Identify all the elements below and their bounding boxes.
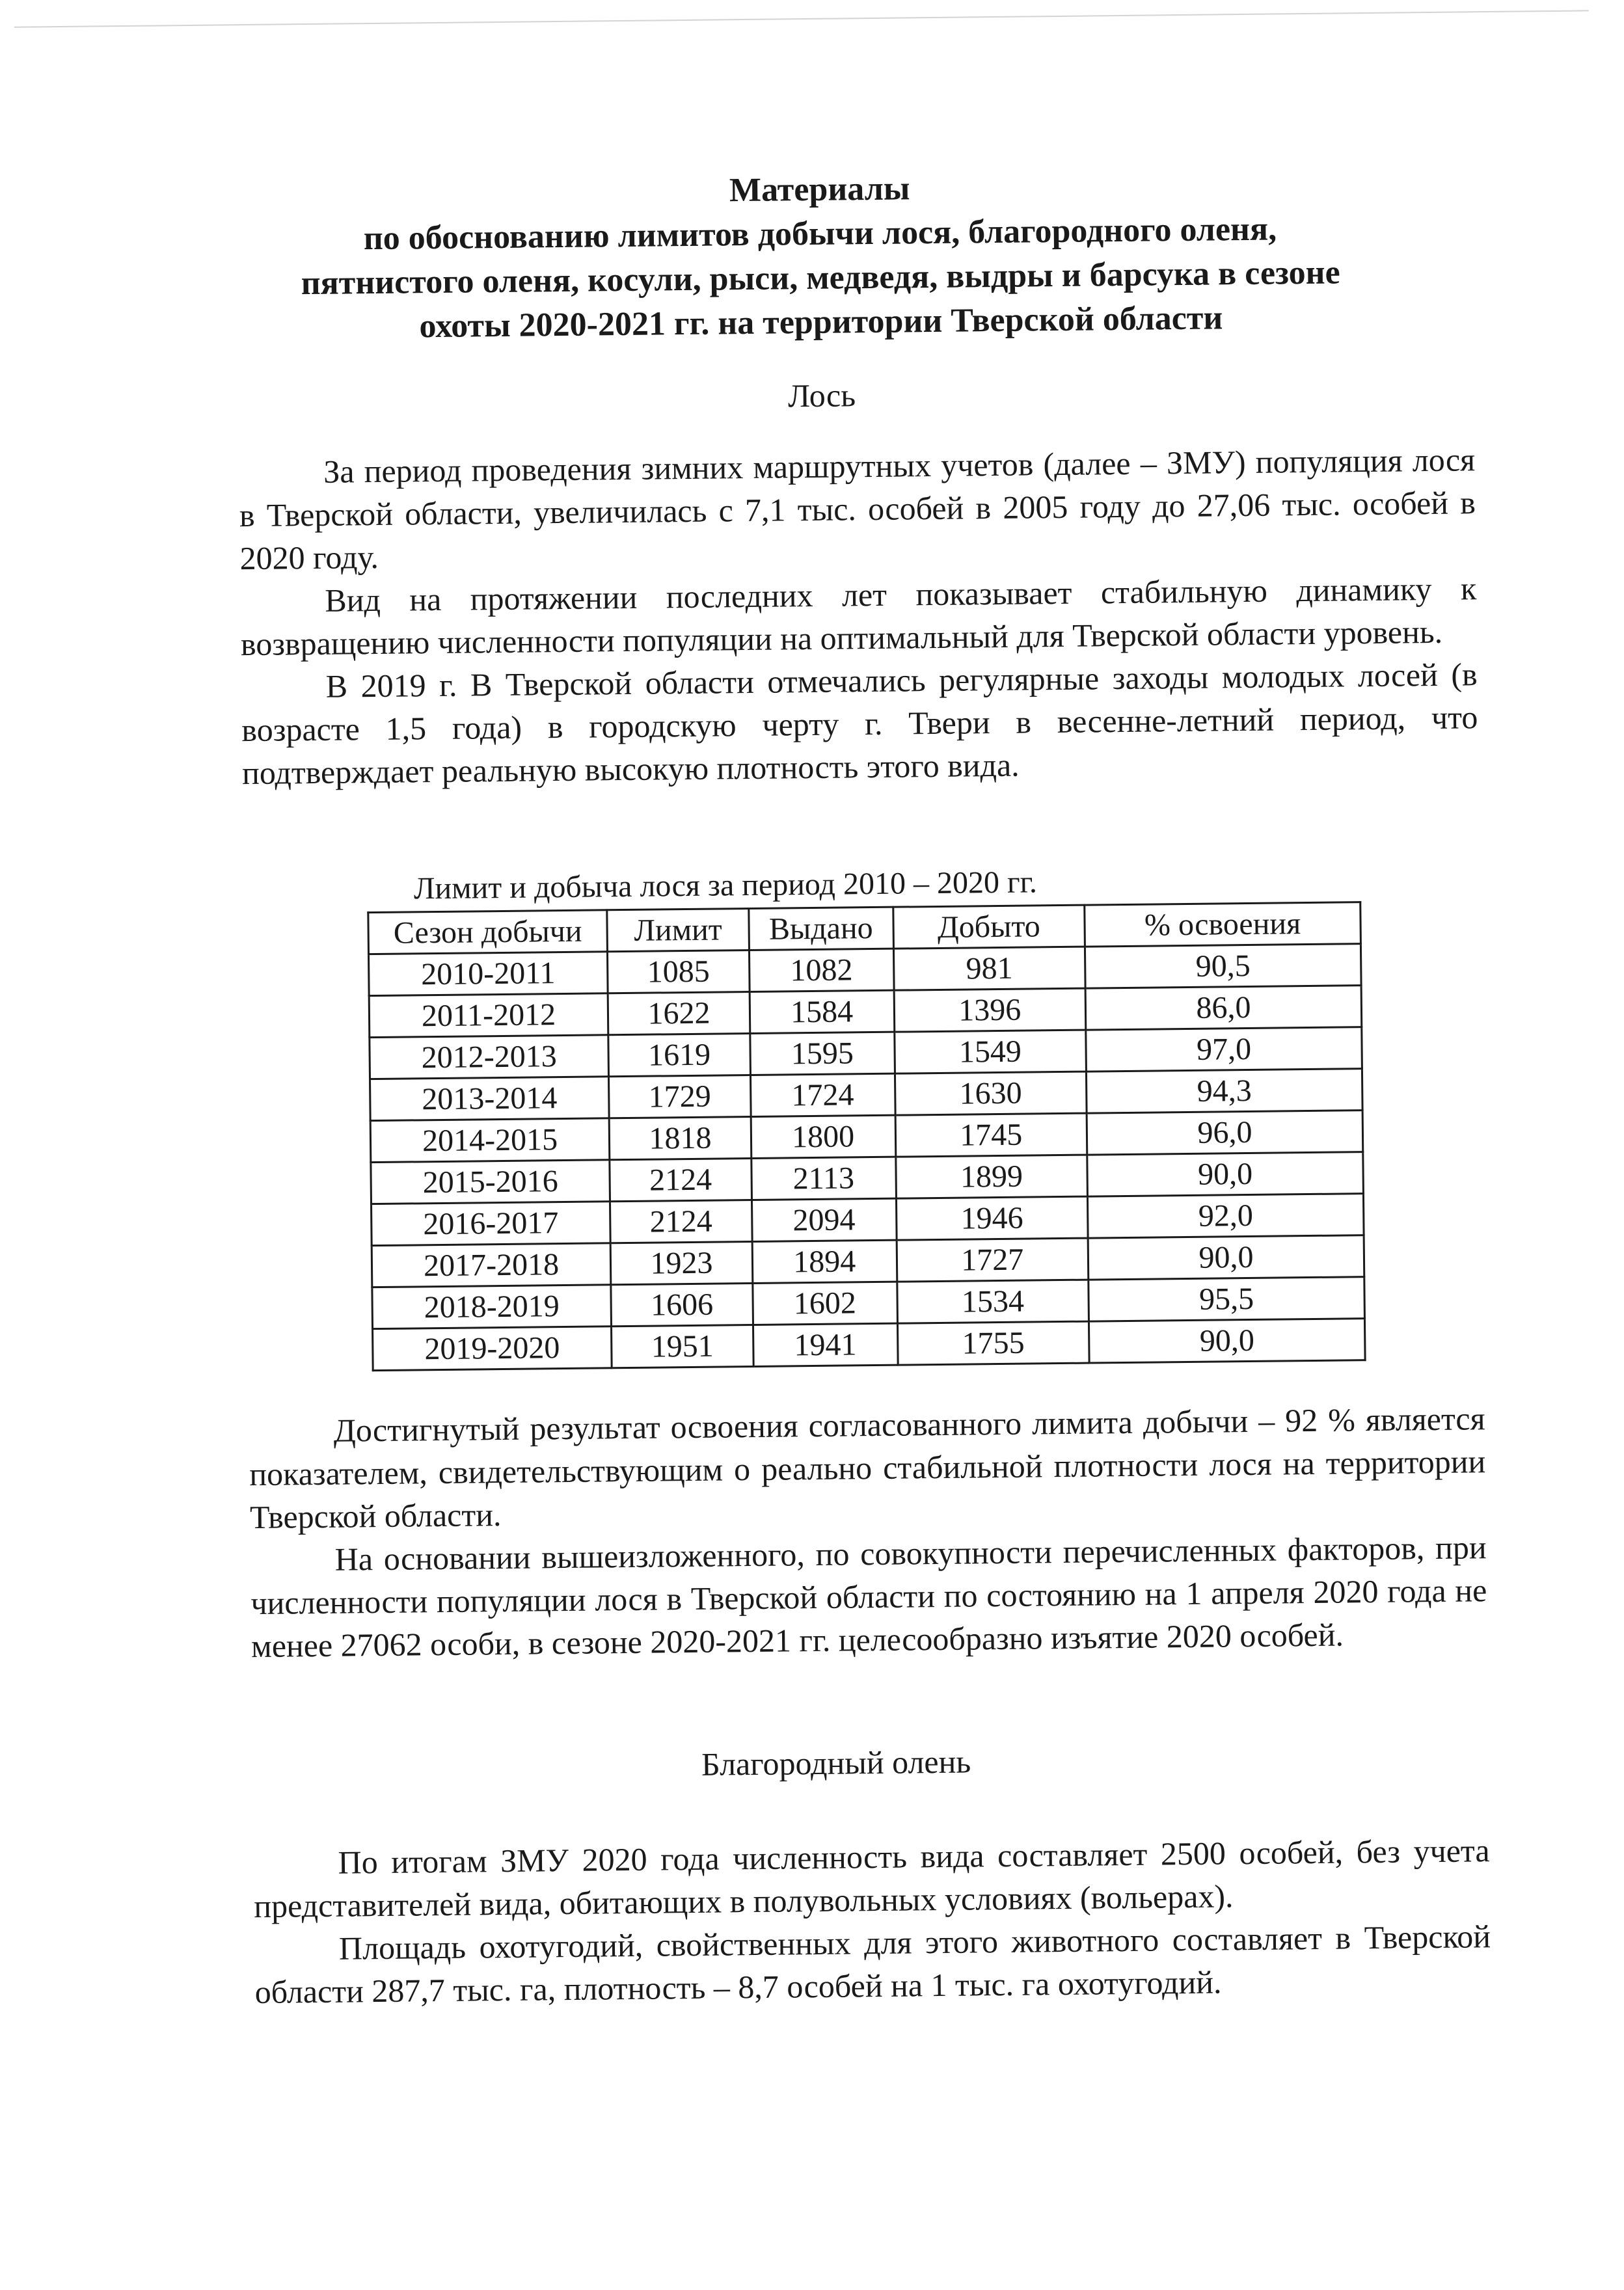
cell-issued: 2094 [751, 1198, 896, 1241]
section-heading-red-deer: Благородный олень [701, 1743, 971, 1783]
cell-harvested: 981 [893, 947, 1085, 990]
cell-season: 2019-2020 [373, 1327, 612, 1371]
cell-harvested: 1946 [896, 1196, 1088, 1240]
cell-issued: 2113 [751, 1157, 896, 1200]
title-line-4: охоты 2020-2021 гг. на территории Тверской области [419, 299, 1223, 345]
cell-issued: 1894 [752, 1240, 897, 1283]
paragraph: Вид на протяжении последних лет показывает стабильную динамику к возвращению численности популяции на оптимальный для Тверской области уровень. [240, 570, 1477, 663]
cell-season: 2013-2014 [370, 1077, 610, 1121]
cell-harvested: 1755 [897, 1321, 1089, 1365]
paragraph: За период проведения зимних маршрутных учетов (далее – ЗМУ) популяция лося в Тверской области, увеличилась с 7,1 тыс. особей в 2005 году до 27,06 тыс. особей в 2020 году. [239, 441, 1476, 577]
cell-percent: 97,0 [1086, 1027, 1362, 1071]
cell-season: 2012-2013 [370, 1035, 609, 1079]
cell-harvested: 1534 [897, 1280, 1089, 1323]
header-percent: % освоения [1085, 902, 1361, 947]
cell-harvested: 1727 [897, 1238, 1089, 1282]
cell-harvested: 1396 [894, 988, 1086, 1032]
cell-limit: 1923 [610, 1241, 752, 1284]
cell-harvested: 1899 [895, 1155, 1087, 1198]
title-line-1: Материалы [729, 170, 910, 209]
cell-limit: 1729 [609, 1075, 751, 1118]
header-season: Сезон добычи [368, 910, 608, 954]
moose-text-block-1 [239, 438, 1478, 794]
cell-issued: 1602 [753, 1282, 897, 1325]
cell-limit: 1951 [612, 1325, 753, 1367]
cell-harvested: 1549 [894, 1030, 1086, 1073]
cell-percent: 90,0 [1088, 1235, 1364, 1280]
cell-issued: 1724 [750, 1073, 895, 1116]
paragraph: По итогам ЗМУ 2020 года численность вида составляет 2500 особей, без учета представителей вида, обитающих в полувольных условиях (вольерах). [254, 1832, 1490, 1925]
cell-limit: 2124 [610, 1159, 751, 1202]
cell-season: 2011-2012 [369, 993, 608, 1038]
cell-limit: 1606 [611, 1283, 753, 1326]
cell-harvested: 1745 [895, 1113, 1087, 1157]
cell-season: 2016-2017 [372, 1202, 611, 1246]
header-limit: Лимит [607, 909, 749, 952]
cell-limit: 1085 [608, 950, 750, 993]
cell-percent: 86,0 [1085, 986, 1362, 1030]
paragraph: Площадь охотугодий, свойственных для этого животного составляет в Тверской области 287,7 тыс. га, плотность – 8,7 особей на 1 тыс. га охотугодий. [254, 1918, 1491, 2011]
cell-percent: 92,0 [1087, 1194, 1364, 1238]
paragraph: В 2019 г. В Тверской области отмечались регулярные заходы молодых лосей (в возрасте 1,5 года) в городскую черту г. Твери в весенне-летний период, что подтверждает реальную высокую плотность этого вида. [241, 656, 1478, 792]
section-heading-moose: Лось [787, 377, 856, 414]
moose-limits-table [367, 901, 1366, 1371]
cell-percent: 95,5 [1089, 1277, 1365, 1321]
cell-season: 2015-2016 [371, 1160, 610, 1204]
cell-percent: 90,0 [1089, 1319, 1365, 1363]
cell-percent: 90,5 [1085, 944, 1361, 988]
cell-limit: 2124 [610, 1200, 752, 1243]
cell-percent: 96,0 [1087, 1111, 1363, 1155]
cell-percent: 90,0 [1087, 1152, 1364, 1196]
header-issued: Выдано [749, 907, 893, 950]
cell-issued: 1800 [751, 1115, 895, 1158]
cell-harvested: 1630 [895, 1071, 1087, 1115]
cell-season: 2010-2011 [368, 952, 608, 996]
cell-season: 2014-2015 [370, 1118, 610, 1163]
red-deer-text-block [253, 1829, 1491, 2014]
cell-limit: 1622 [608, 992, 750, 1035]
page-edge-line [14, 10, 1589, 27]
paragraph: Достигнутый результат освоения согласованного лимита добычи – 92 % является показателем, свидетельствующим о реально стабильной плотности лося на территории Тверской области. [249, 1400, 1486, 1536]
cell-limit: 1818 [609, 1117, 751, 1160]
cell-issued: 1595 [750, 1032, 895, 1075]
cell-issued: 1941 [753, 1323, 897, 1366]
cell-season: 2018-2019 [372, 1285, 612, 1329]
cell-percent: 94,3 [1086, 1069, 1362, 1113]
header-harvested: Добыто [893, 905, 1085, 949]
cell-limit: 1619 [608, 1034, 750, 1077]
title-line-2: по обоснованию лимитов добычи лося, благородного оленя, [363, 210, 1277, 258]
cell-season: 2017-2018 [372, 1243, 611, 1287]
moose-text-block-2 [249, 1397, 1487, 1667]
paragraph: На основании вышеизложенного, по совокупности перечисленных факторов, при численности популяции лося в Тверской области по состоянию на 1 апреля 2020 года не менее 27062 особи, в сезоне 2020-2021 гг. целесообразно изъятие 2020 особей. [250, 1529, 1487, 1665]
document-title [185, 161, 1455, 351]
table-caption: Лимит и добыча лося за период 2010 – 2020 гг. [413, 865, 1038, 906]
cell-issued: 1584 [750, 990, 894, 1033]
cell-issued: 1082 [749, 949, 893, 991]
title-line-3: пятнистого оленя, косули, рыси, медведя, выдры и барсука в сезоне [301, 254, 1340, 303]
